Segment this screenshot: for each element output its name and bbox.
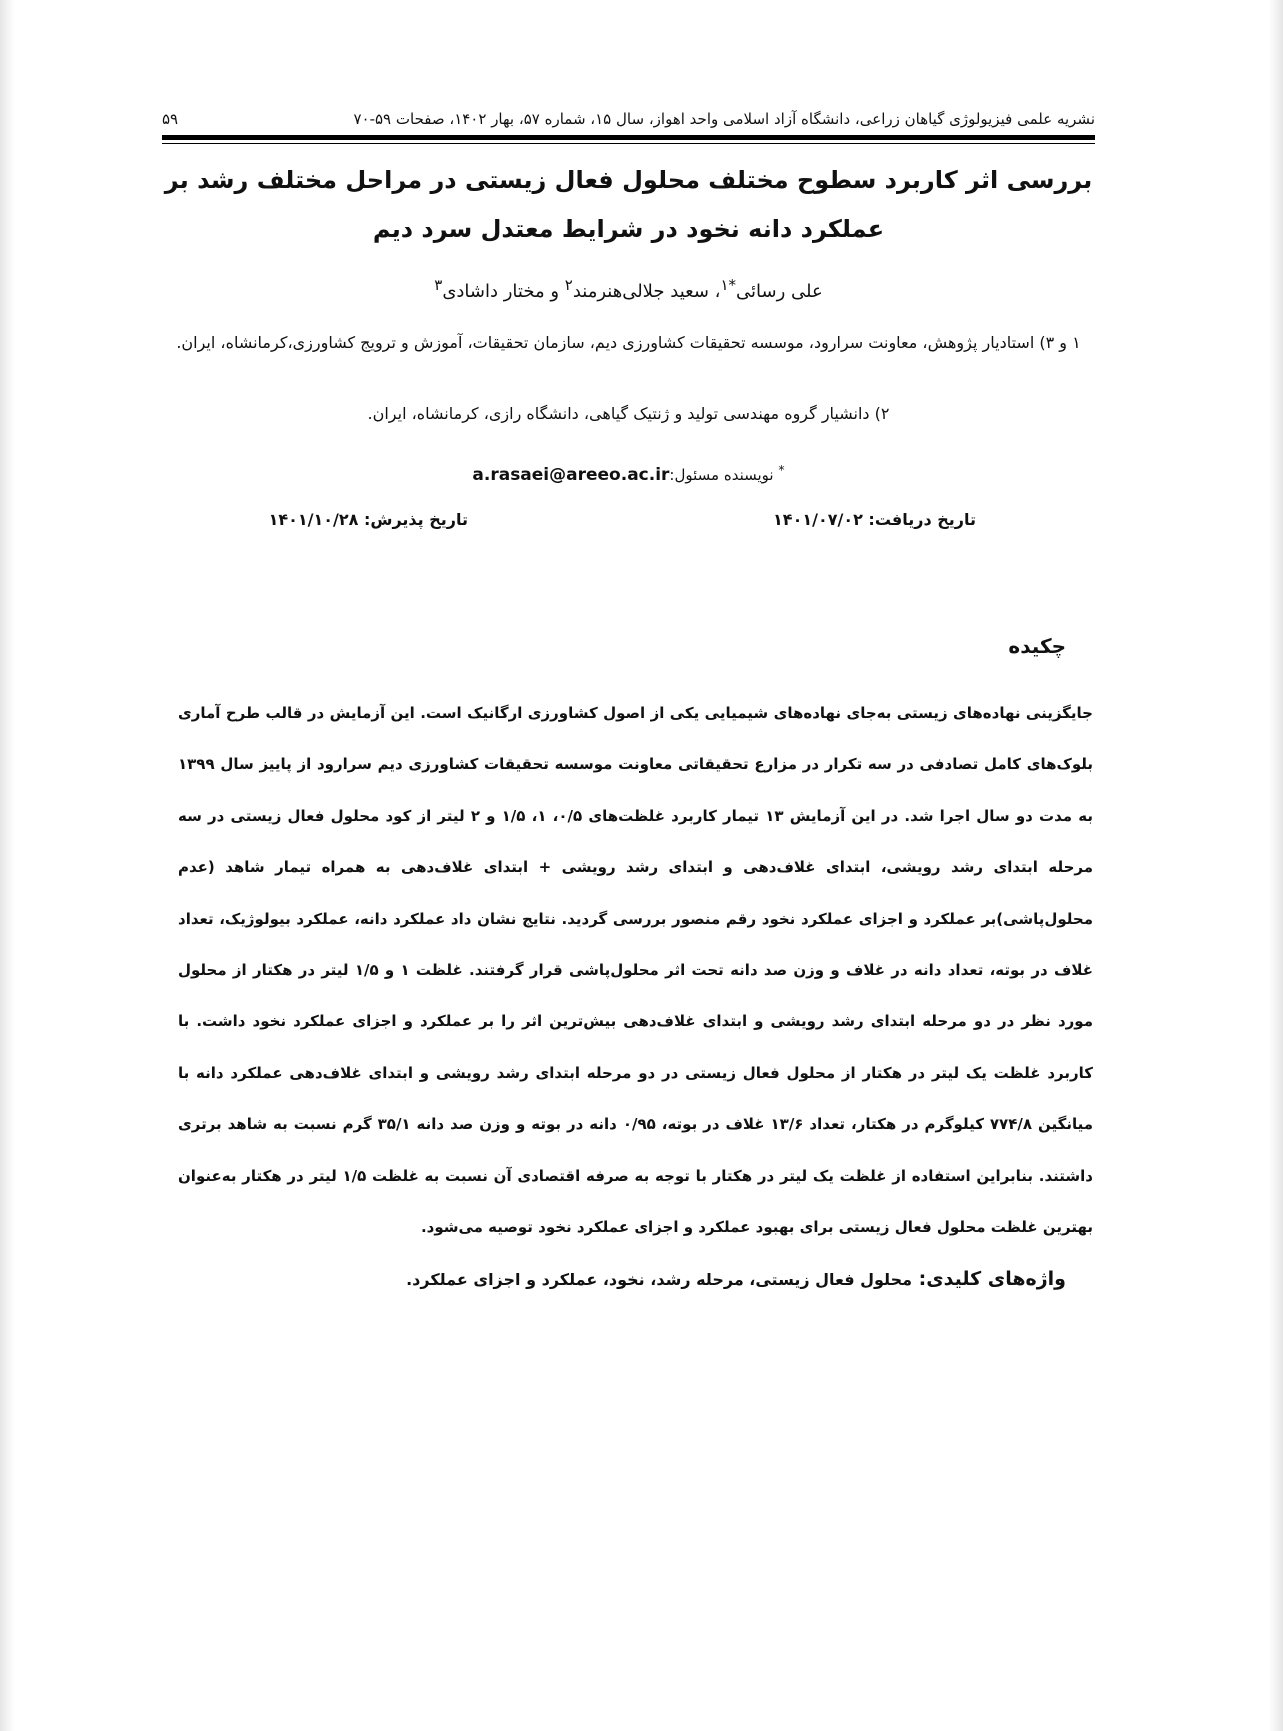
keywords-label: واژه‌های کلیدی: [912, 1268, 1066, 1290]
author-name: مختار داشادی [442, 281, 545, 302]
keywords [178, 1262, 1066, 1297]
corresponding-author [162, 456, 1095, 489]
abstract-body: جایگزینی نهاده‌های زیستی به‌جای نهاده‌های شیمیایی یکی از اصول کشاورزی ارگانیک است. این آزمایش در قالب طرح آماری بلوک‌های کامل تصادفی در سه تکرار در مزارع تحقیقاتی معاونت موسسه تحقیقات کشاورزی دیم سرارود از پاییز سال ۱۳۹۹ به مدت دو سال اجرا شد. در این آزمایش ۱۳ تیمار کاربرد غلظت‌های ۰/۵، ۱، ۱/۵ و ۲ لیتر از کود محلول فعال زیستی در سه مرحله ابتدای رشد رویشی، ابتدای غلاف‌دهی و ابتدای رشد رویشی + ابتدای غلاف‌دهی به همراه تیمار شاهد (عدم محلول‌پاشی)بر عملکرد و اجزای عملکرد نخود رقم منصور بررسی گردید. نتایج نشان داد عملکرد دانه، عملکرد بیولوژیک، تعداد غلاف در بوته، تعداد دانه در غلاف و وزن صد دانه تحت اثر محلول‌پاشی قرار گرفتند. غلظت ۱ و ۱/۵ لیتر در هکتار از محلول مورد نظر در دو مرحله ابتدای رشد رویشی و ابتدای غلاف‌دهی بیش‌ترین اثر را بر عملکرد و اجزای عملکرد نخود داشت. با کاربرد غلظت یک لیتر در هکتار از محلول فعال زیستی در دو مرحله ابتدای رشد رویشی و ابتدای غلاف‌دهی عملکرد دانه با میانگین ۷۷۴/۸ کیلوگرم در هکتار، تعداد ۱۳/۶ غلاف در بوته، ۰/۹۵ دانه در بوته و وزن صد دانه ۳۵/۱ گرم نسبت به شاهد برتری داشتند. بنابراین استفاده از غلظت یک لیتر در هکتار با توجه به صرفه اقتصادی آن نسبت به غلظت ۱/۵ لیتر در هکتار به‌عنوان بهترین غلظت محلول فعال زیستی برای بهبود عملکرد و اجزای عملکرد نخود توصیه می‌شود. [178, 704, 1093, 1237]
corresponding-star: * [778, 462, 785, 477]
received-date [773, 505, 976, 535]
journal-citation: نشریه علمی فیزیولوژی گیاهان زراعی، دانشگاه آزاد اسلامی واحد اهواز، سال ۱۵، شماره ۵۷، بهار ۱۴۰۲، صفحات ۵۹-۷۰ [353, 110, 1095, 128]
received-date-label: تاریخ دریافت: [862, 510, 976, 529]
author-superscript: *۱ [720, 276, 737, 294]
author-list [162, 270, 1095, 307]
header-rule-thick [162, 135, 1095, 140]
header-rule-thin [162, 143, 1095, 144]
corresponding-email: a.rasaei@areeo.ac.ir [472, 465, 670, 485]
affiliation-2: ۲) دانشیار گروه مهندسی تولید و ژنتیک گیاهی، دانشگاه رازی، کرمانشاه، ایران. [367, 404, 890, 423]
author-separator: و [544, 281, 565, 302]
article-title: بررسی اثر کاربرد سطوح مختلف محلول فعال زیستی در مراحل مختلف رشد بر عملکرد دانه نخود در شرایط معتدل سرد دیم [164, 166, 1093, 243]
corresponding-label: نویسنده مسئول: [669, 466, 779, 484]
accepted-date-label: تاریخ پذیرش: [358, 510, 468, 529]
received-date-value: ۱۴۰۱/۰۷/۰۲ [773, 510, 863, 529]
running-header [162, 104, 1095, 134]
author-separator: ، [708, 281, 721, 302]
keywords-text: محلول فعال زیستی، مرحله رشد، نخود، عملکرد و اجزای عملکرد. [406, 1270, 913, 1289]
accepted-date [269, 505, 468, 535]
affiliation-1: ۱ و ۳) استادیار پژوهش، معاونت سرارود، موسسه تحقیقات کشاورزی دیم، سازمان تحقیقات، آموزش و ترویج کشاورزی،کرمانشاه، ایران. [176, 333, 1081, 352]
author-superscript: ۲ [564, 276, 573, 294]
author-name: علی رسائی [736, 281, 823, 302]
author-name: سعید جلالی‌هنرمند [572, 281, 709, 302]
page-number: ۵۹ [162, 110, 179, 128]
author-superscript: ۳ [434, 276, 443, 294]
abstract-heading: چکیده [1008, 634, 1066, 658]
accepted-date-value: ۱۴۰۱/۱۰/۲۸ [268, 510, 359, 529]
